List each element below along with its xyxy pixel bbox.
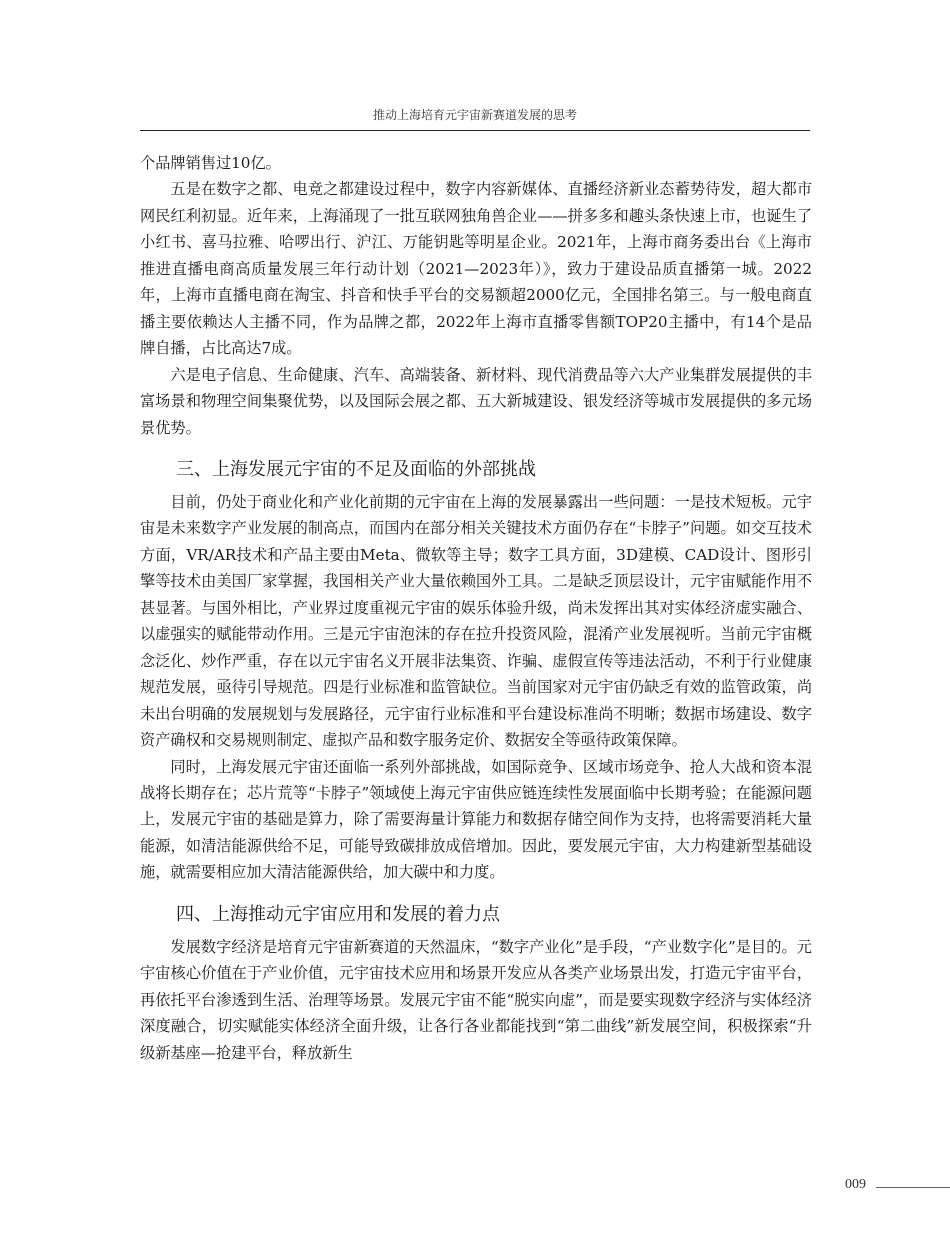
header-rule xyxy=(140,130,810,131)
page-number: 009 xyxy=(845,1177,866,1192)
paragraph-external-challenges: 同时，上海发展元宇宙还面临一系列外部挑战，如国际竞争、区域市场竞争、抢人大战和资本混战将长期存在；芯片荒等“卡脖子”领域使上海元宇宙供应链连续性发展面临中长期考验；在能源问题上，发展元宇宙的基础是算力，除了需要海量计算能力和数据存储空间作为支持，也将需要消耗大量能源，如清洁能源供给不足，可能导致碳排放成倍增加。因此，要发展元宇宙，大力构建新型基础设施，就需要相应加大清洁能源供给，加大碳中和力度。 xyxy=(140,757,812,882)
section-heading-4: 四、上海推动元宇宙应用和发展的着力点 xyxy=(176,903,500,925)
running-header: 推动上海培育元宇宙新赛道发展的思考 xyxy=(372,108,577,122)
article-body xyxy=(140,150,812,1066)
paragraph-problems: 目前，仍处于商业化和产业化前期的元宇宙在上海的发展暴露出一些问题：一是技术短板。元宇宙是未来数字产业发展的制高点，而国内在部分相关关键技术方面仍存在“卡脖子”问题。如交互技术方面，VR/AR技术和产品主要由Meta、微软等主导；数字工具方面，3D建模、CAD设计、图形引擎等技术由美国厂家掌握，我国相关产业大量依赖国外工具。二是缺乏顶层设计，元宇宙赋能作用不甚显著。与国外相比，产业界过度重视元宇宙的娱乐体验升级，尚未发挥出其对实体经济虚实融合、以虚强实的赋能带动作用。三是元宇宙泡沫的存在拉升投资风险，混淆产业发展视听。当前元宇宙概念泛化、炒作严重，存在以元宇宙名义开展非法集资、诈骗、虚假宣传等违法活动，不利于行业健康规范发展，亟待引导规范。四是行业标准和监管缺位。当前国家对元宇宙仍缺乏有效的监管政策，尚未出台明确的发展规划与发展路径，元宇宙行业标准和平台建设标准尚不明晰；数据市场建设、数字资产确权和交易规则制定、虚拟产品和数字服务定价、数据安全等亟待政策保障。 xyxy=(140,492,812,750)
footer-rule xyxy=(876,1187,950,1188)
paragraph-continuation: 个品牌销售过10亿。 xyxy=(140,154,281,172)
paragraph-focus-points: 发展数字经济是培育元宇宙新赛道的天然温床，“数字产业化”是手段，“产业数字化”是目的。元宇宙核心价值在于产业价值，元宇宙技术应用和场景开发应从各类产业场景出发，打造元宇宙平台，再依托平台渗透到生活、治理等场景。发展元宇宙不能“脱实向虚”，而是要实现数字经济与实体经济深度融合，切实赋能实体经济全面升级，让各行各业都能找到“第二曲线”新发展空间，积极探索“升级新基座—抢建平台，释放新生 xyxy=(140,937,812,1062)
section-heading-3: 三、上海发展元宇宙的不足及面临的外部挑战 xyxy=(176,458,536,480)
paragraph-point-five: 五是在数字之都、电竞之都建设过程中，数字内容新媒体、直播经济新业态蓄势待发，超大都市网民红利初显。近年来，上海涌现了一批互联网独角兽企业——拼多多和趣头条快速上市，也诞生了小红书、喜马拉雅、哈啰出行、沪江、万能钥匙等明星企业。2021年，上海市商务委出台《上海市推进直播电商高质量发展三年行动计划（2021—2023年）》，致力于建设品质直播第一城。2022年，上海市直播电商在淘宝、抖音和快手平台的交易额超2000亿元，全国排名第三。与一般电商直播主要依赖达人主播不同，作为品牌之都，2022年上海市直播零售额TOP20主播中，有14个是品牌自播，占比高达7成。 xyxy=(140,180,812,358)
paragraph-point-six: 六是电子信息、生命健康、汽车、高端装备、新材料、现代消费品等六大产业集群发展提供的丰富场景和物理空间集聚优势，以及国际会展之都、五大新城建设、银发经济等城市发展提供的多元场景优势。 xyxy=(140,365,812,437)
